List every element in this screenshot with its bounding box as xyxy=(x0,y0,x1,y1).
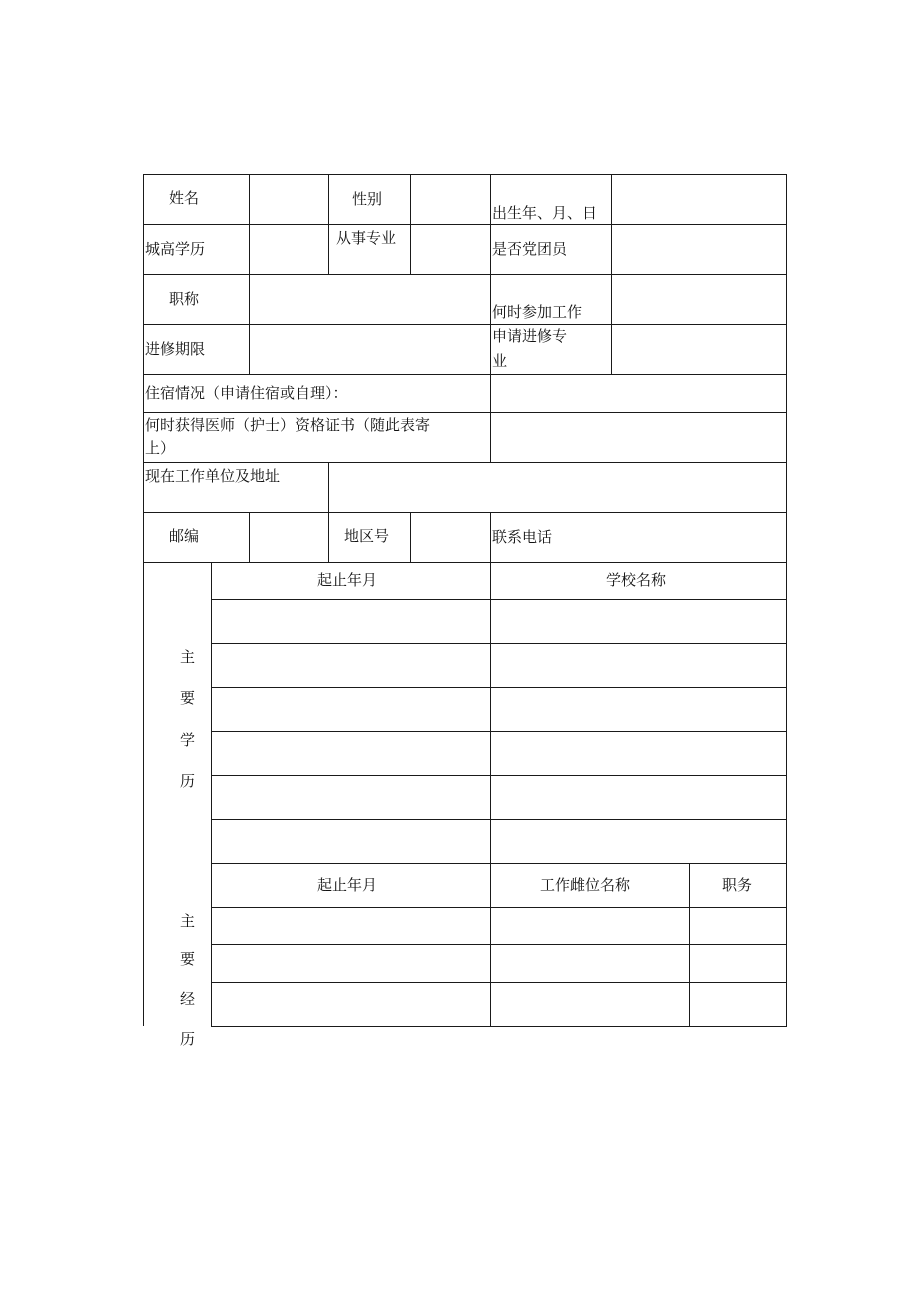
apply-major-label-line2: 业 xyxy=(492,352,508,370)
education-field[interactable] xyxy=(250,225,328,274)
work-start-field[interactable] xyxy=(612,275,786,324)
experience-position-cell[interactable] xyxy=(690,908,786,944)
work-start-label: 何时参加工作 xyxy=(492,303,583,321)
education-school-header: 学校名称 xyxy=(606,571,667,589)
apply-major-label-line1: 申请进修专 xyxy=(492,327,568,345)
experience-unit-cell[interactable] xyxy=(491,908,689,944)
workplace-field[interactable] xyxy=(329,463,786,512)
education-school-cell[interactable] xyxy=(491,688,786,731)
certificate-label-line1: 何时获得医师（护士）资格证书（随此表寄 xyxy=(145,416,431,434)
area-code-label: 地区号 xyxy=(344,527,390,545)
education-section-char: 主 xyxy=(180,648,196,666)
experience-period-cell[interactable] xyxy=(212,983,490,1026)
experience-position-cell[interactable] xyxy=(690,983,786,1026)
party-member-field[interactable] xyxy=(612,225,786,274)
experience-period-header: 起止年月 xyxy=(317,876,378,894)
experience-unit-header: 工作雌位名称 xyxy=(540,876,631,894)
experience-section-char: 经 xyxy=(180,990,196,1008)
education-school-cell[interactable] xyxy=(491,776,786,819)
education-period-cell[interactable] xyxy=(212,600,490,643)
certificate-field[interactable] xyxy=(491,413,786,462)
education-label: 城高学历 xyxy=(145,240,206,258)
job-title-field[interactable] xyxy=(250,275,490,324)
birth-date-field[interactable] xyxy=(612,175,786,224)
education-period-cell[interactable] xyxy=(212,732,490,775)
certificate-label-line2: 上） xyxy=(145,439,176,457)
name-label: 姓名 xyxy=(169,189,200,207)
phone-label: 联系电话 xyxy=(492,528,553,546)
education-school-cell[interactable] xyxy=(491,732,786,775)
phone-field[interactable] xyxy=(600,513,786,562)
accommodation-field[interactable] xyxy=(491,375,786,412)
education-section-char: 要 xyxy=(180,689,196,707)
education-period-header: 起止年月 xyxy=(317,571,378,589)
specialty-label: 从事专业 xyxy=(336,229,397,247)
experience-period-cell[interactable] xyxy=(212,945,490,982)
accommodation-label: 住宿情况（申请住宿或自理）： xyxy=(145,384,348,402)
education-section-char: 学 xyxy=(180,731,196,749)
study-period-label: 进修期限 xyxy=(145,340,206,358)
experience-unit-cell[interactable] xyxy=(491,983,689,1026)
area-code-field[interactable] xyxy=(411,513,490,562)
experience-section-char: 历 xyxy=(180,1030,196,1048)
experience-section-char: 要 xyxy=(180,950,196,968)
experience-position-cell[interactable] xyxy=(690,945,786,982)
education-period-cell[interactable] xyxy=(212,776,490,819)
apply-major-field[interactable] xyxy=(612,325,786,374)
education-school-cell[interactable] xyxy=(491,600,786,643)
experience-period-cell[interactable] xyxy=(212,908,490,944)
experience-position-header: 职务 xyxy=(722,876,753,894)
education-period-cell[interactable] xyxy=(212,688,490,731)
job-title-label: 职称 xyxy=(169,290,200,308)
party-member-label: 是否党团员 xyxy=(492,240,568,258)
birth-date-label: 出生年、月、日 xyxy=(492,204,598,222)
experience-unit-cell[interactable] xyxy=(491,945,689,982)
gender-label: 性别 xyxy=(352,190,383,208)
gender-field[interactable] xyxy=(411,175,490,224)
workplace-label: 现在工作单位及地址 xyxy=(145,467,281,485)
education-period-cell[interactable] xyxy=(212,820,490,863)
education-school-cell[interactable] xyxy=(491,644,786,687)
education-period-cell[interactable] xyxy=(212,644,490,687)
name-field[interactable] xyxy=(250,175,328,224)
experience-section-char: 主 xyxy=(180,912,196,930)
education-school-cell[interactable] xyxy=(491,820,786,863)
study-period-field[interactable] xyxy=(250,325,490,374)
education-section-char: 历 xyxy=(180,772,196,790)
specialty-field[interactable] xyxy=(411,225,490,274)
postcode-field[interactable] xyxy=(250,513,328,562)
postcode-label: 邮编 xyxy=(169,527,200,545)
